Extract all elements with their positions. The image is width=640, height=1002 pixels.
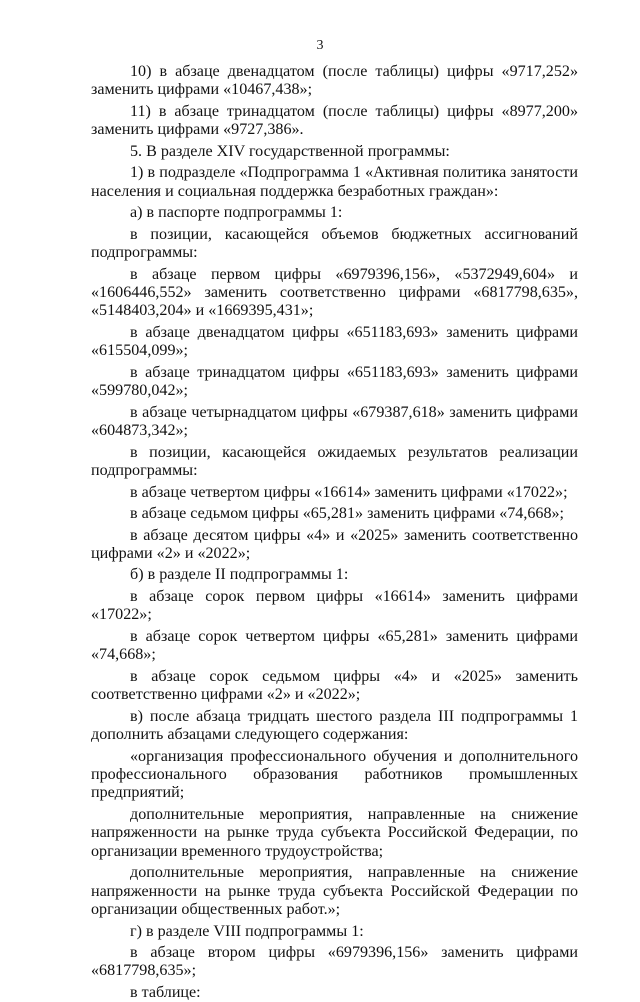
paragraph-abzac-forty-fourth: в абзаце сорок четвертом цифры «65,281» заменить цифрами «74,668»;	[91, 627, 578, 664]
page-number: 3	[316, 38, 324, 53]
paragraph-abzac-fourteenth: в абзаце четырнадцатом цифры «679387,618» заменить цифрами «604873,342»;	[91, 403, 578, 440]
paragraph-abzac-second: в абзаце втором цифры «6979396,156» заменить цифрами «6817798,635»;	[91, 944, 578, 980]
paragraph-item-11: 11) в абзаце тринадцатом (после таблицы) цифры «8977,200» заменить цифрами «9727,386».	[91, 102, 578, 139]
paragraph-in-table: в таблице:	[130, 983, 201, 1001]
paragraph-item-10: 10) в абзаце двенадцатом (после таблицы) цифры «9717,252» заменить цифрами «10467,438»;	[91, 63, 578, 99]
document-body	[91, 63, 578, 1002]
paragraph-abzac-first: в абзаце первом цифры «6979396,156», «5372949,604» и «1606446,552» заменить соответственно цифрами «6817798,635», «5148403,204» и «1669395,431»;	[91, 265, 578, 320]
paragraph-abzac-seventh: в абзаце седьмом цифры «65,281» заменить цифрами «74,668»;	[130, 505, 565, 523]
paragraph-abzac-forty-first: в абзаце сорок первом цифры «16614» заменить цифрами «17022»;	[91, 587, 578, 624]
section-heading-5: 5. В разделе XIV государственной программы:	[130, 142, 450, 160]
subitem-g: г) в разделе VIII подпрограммы 1:	[130, 922, 364, 940]
quoted-paragraph-training: «организация профессионального обучения и дополнительного профессионального образования работников промышленных предприятий;	[91, 747, 578, 802]
paragraph-budget-position: в позиции, касающейся объемов бюджетных ассигнований подпрограммы:	[91, 225, 578, 262]
paragraph-abzac-forty-seventh: в абзаце сорок седьмом цифры «4» и «2025» заменить соответственно цифрами «2» и «2022»;	[91, 667, 578, 704]
subsection-item-1: 1) в подразделе «Подпрограмма 1 «Активная политика занятости населения и социальная поддержка безработных граждан»:	[91, 164, 578, 200]
paragraph-abzac-fourth: в абзаце четвертом цифры «16614» заменить цифрами «17022»;	[130, 483, 568, 501]
quoted-paragraph-public-works: дополнительные мероприятия, направленные на снижение напряженности на рынке труда субъекта Российской Федерации по организации общественных работ.»;	[91, 864, 578, 919]
subitem-v: в) после абзаца тридцать шестого раздела III подпрограммы 1 дополнить абзацами следующего содержания:	[91, 707, 578, 744]
quoted-paragraph-temporary-employment: дополнительные мероприятия, направленные на снижение напряженности на рынке труда субъекта Российской Федерации, по организации временного трудоустройства;	[91, 805, 578, 860]
paragraph-abzac-thirteenth: в абзаце тринадцатом цифры «651183,693» заменить цифрами «599780,042»;	[91, 363, 578, 400]
paragraph-abzac-twelfth: в абзаце двенадцатом цифры «651183,693» заменить цифрами «615504,099»;	[91, 323, 578, 360]
paragraph-results-position: в позиции, касающейся ожидаемых результатов реализации подпрограммы:	[91, 443, 578, 480]
paragraph-abzac-tenth: в абзаце десятом цифры «4» и «2025» заменить соответственно цифрами «2» и «2022»;	[91, 526, 578, 562]
subitem-b: б) в разделе II подпрограммы 1:	[130, 566, 349, 584]
subitem-a: а) в паспорте подпрограммы 1:	[130, 204, 343, 222]
